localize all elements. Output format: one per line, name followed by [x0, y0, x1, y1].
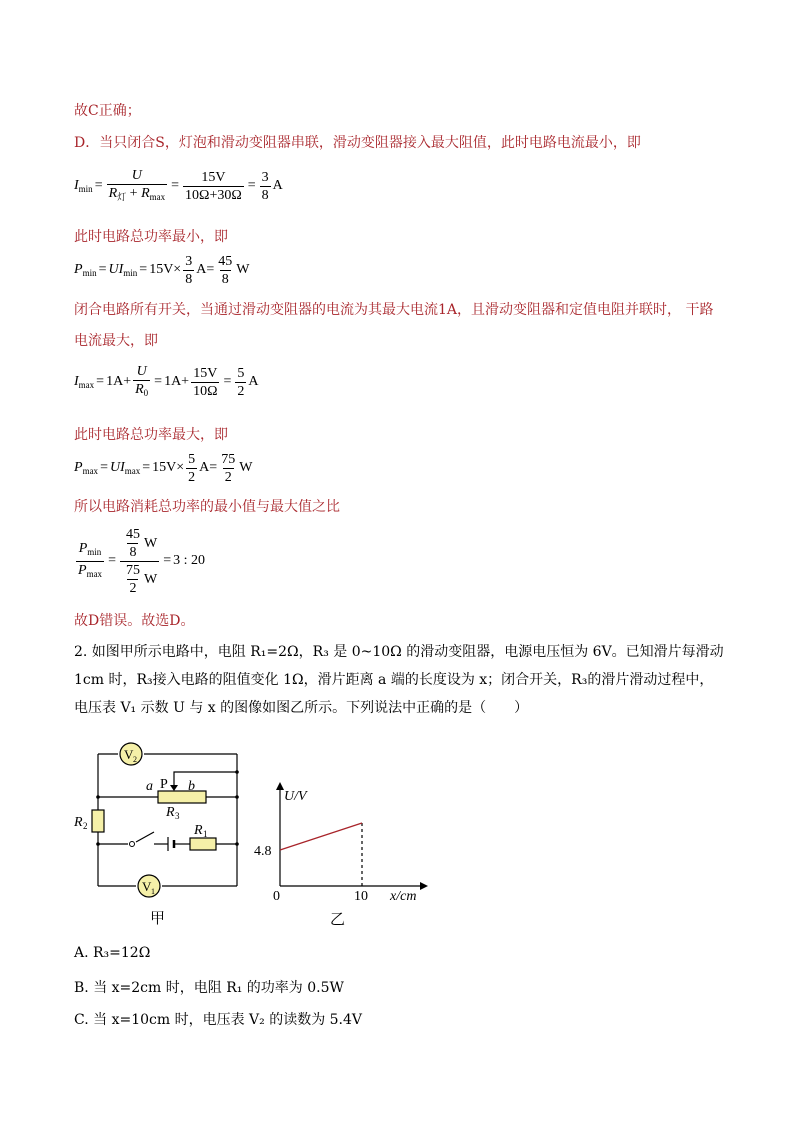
origin-label: 0: [273, 889, 280, 904]
pmax-intro-line: 此时电路总功率最大，即: [74, 427, 228, 443]
option-b[interactable]: B. 当 x=2cm 时，电阻 R₁ 的功率为 0.5W: [74, 980, 344, 996]
r2-sub: 2: [83, 821, 88, 831]
all-closed-line-2: 电流最大，即: [74, 333, 158, 349]
imax-equation: $I_{max}$ = 1A+ $\frac{U}{R_0}$ = 1A+ $\frac{15V}{10\Omega}$ = $\frac{5}{2}$ A: [74, 360, 259, 404]
r3-label: R: [166, 805, 175, 820]
pmax-equation: $P_{max}$ = $UI_{max}$ = 15V× $\frac{5}{2}$ A= $\frac{75}{2}$ W: [74, 451, 253, 485]
y-axis-label: U/V: [284, 789, 307, 804]
v2-label: V: [124, 747, 134, 762]
d-intro-line: D．当只闭合S，灯泡和滑动变阻器串联，滑动变阻器接入最大阻值，此时电路电流最小，即: [74, 135, 641, 151]
r3-sub: 3: [175, 811, 180, 821]
option-a[interactable]: A. R₃=12Ω: [74, 945, 151, 961]
r1-label: R: [194, 823, 203, 838]
r2-label: R: [74, 815, 83, 830]
v2-sub: 2: [133, 755, 137, 764]
y-axis-arrow-icon: [276, 782, 284, 790]
circuit-caption: 甲: [150, 911, 166, 927]
slider-arrow-icon: [170, 785, 178, 791]
u-x-graph: [254, 780, 440, 930]
ratio-equation: $\frac{P_{min}}{P_{max}}$ = $\frac{45}{8}$ W $\frac{75}{2}$ W = 3 : 20: [78, 526, 205, 596]
x-axis-label: x/cm: [390, 889, 417, 904]
u-x-series-line: [280, 823, 362, 850]
all-closed-line-1: 闭合电路所有开关，当通过滑动变阻器的电流为其最大电流1A，且滑动变阻器和定值电阻并联时， 干路: [74, 302, 714, 318]
pmin-intro-line: 此时电路总功率最小，即: [74, 229, 228, 245]
option-c[interactable]: C. 当 x=10cm 时，电压表 V₂ 的读数为 5.4V: [74, 1012, 363, 1028]
circuit-diagram: [70, 738, 260, 930]
v1-label: V: [142, 879, 152, 894]
resistor-r3: [158, 791, 206, 803]
v1-sub: 1: [151, 887, 155, 896]
imin-equation: $I_{min}$ = $\frac{U}{R_灯 + R_{max}}$ = $\frac{15V}{10\Omega+30\Omega}$ = $\frac{3}{8}$ A: [74, 164, 283, 208]
graph-caption: 乙: [330, 912, 346, 928]
x-tick-10: 10: [354, 889, 368, 904]
question-text: 2. 如图甲所示电路中，电阻 R₁=2Ω，R₃ 是 0~10Ω 的滑动变阻器，电源电压恒为 6V。已知滑片每滑动 1cm 时，R₃接入电路的阻值变化 1Ω，滑片距离 a 端的长度设为 x；闭合开关，R₃的滑片滑动过程中，电压表 V₁ 示数 U 与 x 的图像如图乙所示。下列说法中正确的是（ ）: [74, 644, 724, 716]
d-wrong-line: 故D错误。故选D。: [74, 613, 195, 629]
r1-sub: 1: [203, 829, 208, 839]
p-label: P: [160, 777, 168, 792]
pmin-equation: $P_{min}$ = $UI_{min}$ = 15V× $\frac{3}{8}$ A= $\frac{45}{8}$ W: [74, 253, 250, 287]
y-tick-4-8: 4.8: [254, 844, 272, 859]
b-label: b: [188, 779, 195, 794]
resistor-r1: [190, 838, 216, 850]
a-label: a: [146, 779, 153, 794]
c-correct-line: 故C正确；: [74, 103, 141, 119]
resistor-r2: [92, 810, 104, 832]
switch-contact-icon: [130, 842, 135, 847]
x-axis-arrow-icon: [420, 882, 428, 890]
ratio-intro-line: 所以电路消耗总功率的最小值与最大值之比: [74, 499, 340, 515]
